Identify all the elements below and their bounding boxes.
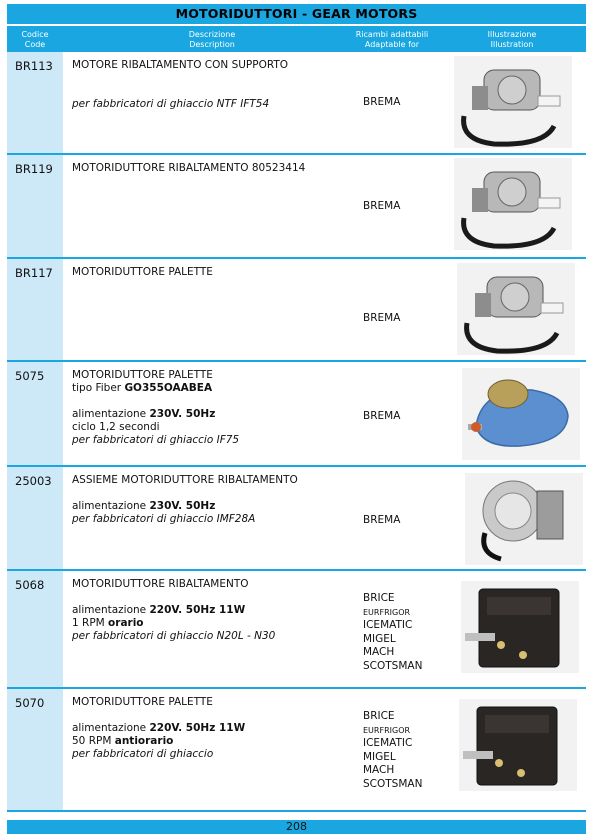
description-bold: 220V. 50Hz 11W [149, 604, 246, 616]
description-line [72, 408, 357, 421]
description-line [72, 722, 357, 735]
description-line: MOTORE RIBALTAMENTO CON SUPPORTO [72, 59, 289, 71]
description-text: tipo Fiber [72, 382, 125, 394]
table-row [7, 155, 586, 259]
adaptable-brands [363, 710, 422, 791]
description-bold: 220V. 50Hz 11W [149, 722, 246, 734]
product-illustration [462, 368, 580, 464]
description-line [72, 591, 357, 604]
description-line [72, 72, 357, 85]
brand-name: BREMA [363, 410, 401, 422]
description-line: MOTORIDUTTORE PALETTE [72, 369, 213, 381]
brand-name: BREMA [363, 200, 401, 212]
description-line [72, 500, 357, 513]
description-line: ASSIEME MOTORIDUTTORE RIBALTAMENTO [72, 474, 298, 486]
product-code: 5068 [15, 578, 45, 592]
header-code [7, 30, 63, 50]
adaptable-brands [363, 514, 400, 528]
adaptable-brands [363, 96, 400, 110]
description-line [72, 735, 357, 748]
code-cell [7, 155, 63, 257]
description-line: MOTORIDUTTORE RIBALTAMENTO [72, 578, 249, 590]
code-cell [7, 467, 63, 569]
page-title: MOTORIDUTTORI - GEAR MOTORS [7, 4, 586, 24]
brand-name: BRICE [363, 592, 395, 604]
brand-name: MIGEL [363, 750, 396, 763]
page-number: 208 [7, 820, 586, 834]
description-line [72, 85, 357, 98]
brand-name: EURFRIGOR [363, 607, 411, 617]
brand-name: ICEMATIC [363, 619, 413, 631]
brand-name: SCOTSMAN [363, 659, 423, 672]
code-cell [7, 362, 63, 465]
code-cell [7, 571, 63, 687]
description-line: per fabbricatori di ghiaccio N20L - N30 [72, 630, 276, 642]
product-description [72, 696, 357, 761]
product-illustration [454, 56, 572, 152]
table-header [7, 26, 586, 52]
product-description [72, 59, 357, 111]
description-line [72, 709, 357, 722]
code-cell [7, 259, 63, 360]
brand-name: MACH [363, 764, 395, 776]
code-cell [7, 52, 63, 153]
product-code: 25003 [15, 474, 52, 488]
brand-name: BREMA [363, 312, 401, 324]
brand-name: ICEMATIC [363, 737, 413, 749]
header-adapt-en: Adaptable for [364, 40, 420, 49]
brand-name: EURFRIGOR [363, 725, 411, 735]
description-text: alimentazione [72, 500, 150, 512]
product-code: BR117 [15, 266, 53, 280]
description-bold: orario [108, 617, 144, 629]
product-illustration [457, 263, 575, 359]
description-text: alimentazione [72, 408, 150, 420]
brand-name: BREMA [363, 96, 401, 108]
table-row [7, 689, 586, 812]
brand-name: MACH [363, 646, 395, 658]
product-description [72, 474, 357, 526]
description-line [72, 604, 357, 617]
description-bold: GO355OAABEA [124, 382, 213, 394]
description-line: per fabbricatori di ghiaccio IF75 [72, 434, 240, 446]
header-ill-it: Illustrazione [487, 30, 537, 39]
gear-motor-illustration [462, 368, 580, 460]
description-bold: 230V. 50Hz [149, 408, 216, 420]
description-line [72, 382, 357, 395]
gear-motor-illustration [457, 263, 575, 355]
description-line [72, 395, 357, 408]
adaptable-brands [363, 200, 400, 214]
product-description [72, 162, 357, 175]
gear-motor-illustration [465, 473, 583, 565]
header-ill-en: Illustration [490, 40, 534, 49]
product-illustration [459, 699, 577, 795]
code-cell [7, 689, 63, 810]
header-desc-en: Description [189, 40, 235, 49]
table-row [7, 467, 586, 571]
table-row [7, 259, 586, 362]
description-bold: antiorario [114, 735, 174, 747]
description-line: ciclo 1,2 secondi [72, 421, 160, 433]
product-illustration [465, 473, 583, 569]
gear-motor-illustration [461, 581, 579, 673]
product-code: 5075 [15, 369, 45, 383]
product-illustration [454, 158, 572, 254]
gear-motor-illustration [454, 56, 572, 148]
product-code: 5070 [15, 696, 45, 710]
description-line: per fabbricatori di ghiaccio NTF IFT54 [72, 98, 270, 110]
gear-motor-illustration [459, 699, 577, 791]
product-description [72, 266, 357, 279]
product-code: BR113 [15, 59, 53, 73]
header-adaptable [352, 30, 432, 50]
adaptable-brands [363, 410, 400, 424]
product-illustration [461, 581, 579, 677]
header-adapt-it: Ricambi adattabili [355, 30, 429, 39]
brand-name: BRICE [363, 710, 395, 722]
description-bold: 230V. 50Hz [149, 500, 216, 512]
description-line [72, 487, 357, 500]
product-code: BR119 [15, 162, 53, 176]
brand-name: SCOTSMAN [363, 777, 423, 790]
brand-name: MIGEL [363, 632, 396, 645]
header-description [67, 30, 357, 50]
description-text: 50 RPM [72, 735, 115, 747]
brand-name: BREMA [363, 514, 401, 526]
product-description [72, 369, 357, 447]
description-text: alimentazione [72, 604, 150, 616]
header-desc-it: Descrizione [188, 30, 236, 39]
description-line: per fabbricatori di ghiaccio IMF28A [72, 513, 256, 525]
table-row [7, 362, 586, 467]
description-line: per fabbricatori di ghiaccio [72, 748, 214, 760]
adaptable-brands [363, 592, 422, 673]
description-line: MOTORIDUTTORE PALETTE [72, 696, 213, 708]
description-line [72, 617, 357, 630]
gear-motor-illustration [454, 158, 572, 250]
header-code-en: Code [24, 40, 46, 49]
description-text: 1 RPM [72, 617, 109, 629]
product-description [72, 578, 357, 643]
table-row [7, 571, 586, 689]
description-line: MOTORIDUTTORE RIBALTAMENTO 80523414 [72, 162, 306, 174]
description-text: alimentazione [72, 722, 150, 734]
adaptable-brands [363, 312, 400, 326]
header-illustration [447, 30, 577, 50]
table-row [7, 52, 586, 155]
header-code-it: Codice [21, 30, 49, 39]
description-line: MOTORIDUTTORE PALETTE [72, 266, 213, 278]
